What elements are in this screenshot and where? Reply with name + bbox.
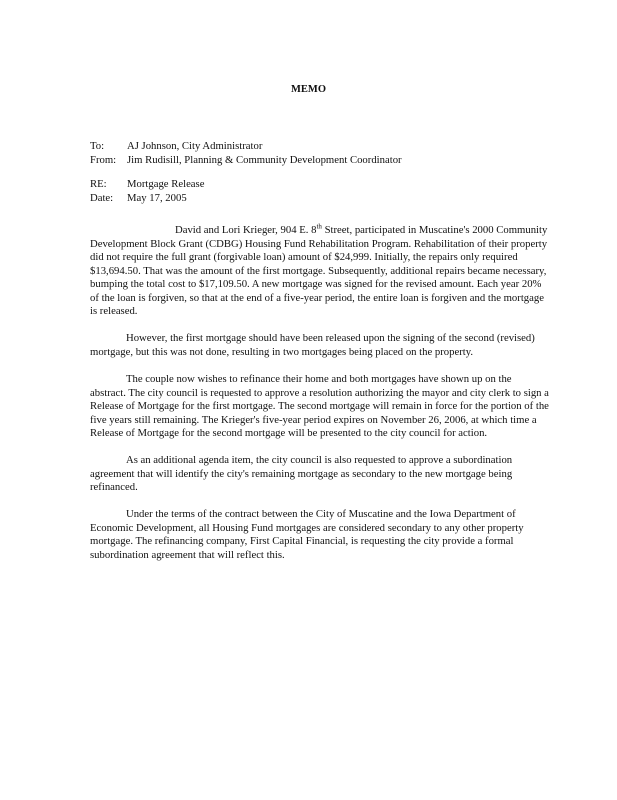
text-line: abstract. The city council is requested to approve a resolution authorizing the mayor and city clerk to sign a [90,386,549,399]
text-line: mortgage, but this was not done, resulting in two mortgages being placed on the property. [90,345,474,358]
text-line: Under the terms of the contract between the City of Muscatine and the Iowa Department of [126,508,516,520]
text-line: As an additional agenda item, the city council is also requested to approve a subordination [126,454,513,466]
to-label: To: [90,140,105,152]
memo-title: MEMO [291,84,326,95]
text: David and Lori Krieger, 904 E. 8 [175,224,317,236]
text-line: refinanced. [90,481,138,493]
text-line: mortgage. The refinancing company, First Capital Financial, is requesting the city provide a formal [90,535,514,547]
text-line: $13,694.50. That was the amount of the first mortgage. Subsequently, additional repairs became necessary, [90,264,547,277]
text-line: Economic Development, all Housing Fund mortgages are considered secondary to any other property [90,521,524,534]
text-line: five years still remaining. The Krieger's five-year period expires on November 26, 2006, at which time a [90,413,537,426]
text-line: Development Block Grant (CDBG) Housing Fund Rehabilitation Program. Rehabilitation of their property [90,237,548,250]
text-line: The couple now wishes to refinance their home and both mortgages have shown up on the [126,373,512,385]
re-value: Mortgage Release [127,178,205,190]
text-line: subordination agreement that will reflect this. [90,548,285,561]
re-label: RE: [90,178,107,190]
to-value: AJ Johnson, City Administrator [127,140,263,152]
text-line: Release of Mortgage for the first mortgage. The second mortgage will remain in force for the portion of the [90,400,549,412]
text-line: bumping the total cost to $17,109.50. A new mortgage was signed for the revised amount. Each year 20% [90,278,542,290]
text-line: did not require the full grant (forgivable loan) amount of $24,999. Initially, the repairs only required [90,251,518,263]
date-value: May 17, 2005 [127,192,187,204]
text-line: Release of Mortgage for the second mortgage will be presented to the city council for action. [90,427,488,439]
text-line: is released. [90,305,138,317]
from-value: Jim Rudisill, Planning & Community Development Coordinator [127,154,402,166]
paragraph-1-first-line [175,224,547,236]
from-label: From: [90,154,117,166]
text-line: agreement that will identify the city's remaining mortgage as secondary to the new mortgage being [90,467,513,480]
text-line: of the loan is forgiven, so that at the end of a five-year period, the entire loan is forgiven and the mortgage [90,291,544,304]
date-label: Date: [90,192,114,204]
text-line: However, the first mortgage should have been released upon the signing of the second (revised) [126,332,535,344]
superscript: th [316,222,322,231]
text: Street, participated in Muscatine's 2000 Community [321,224,548,236]
